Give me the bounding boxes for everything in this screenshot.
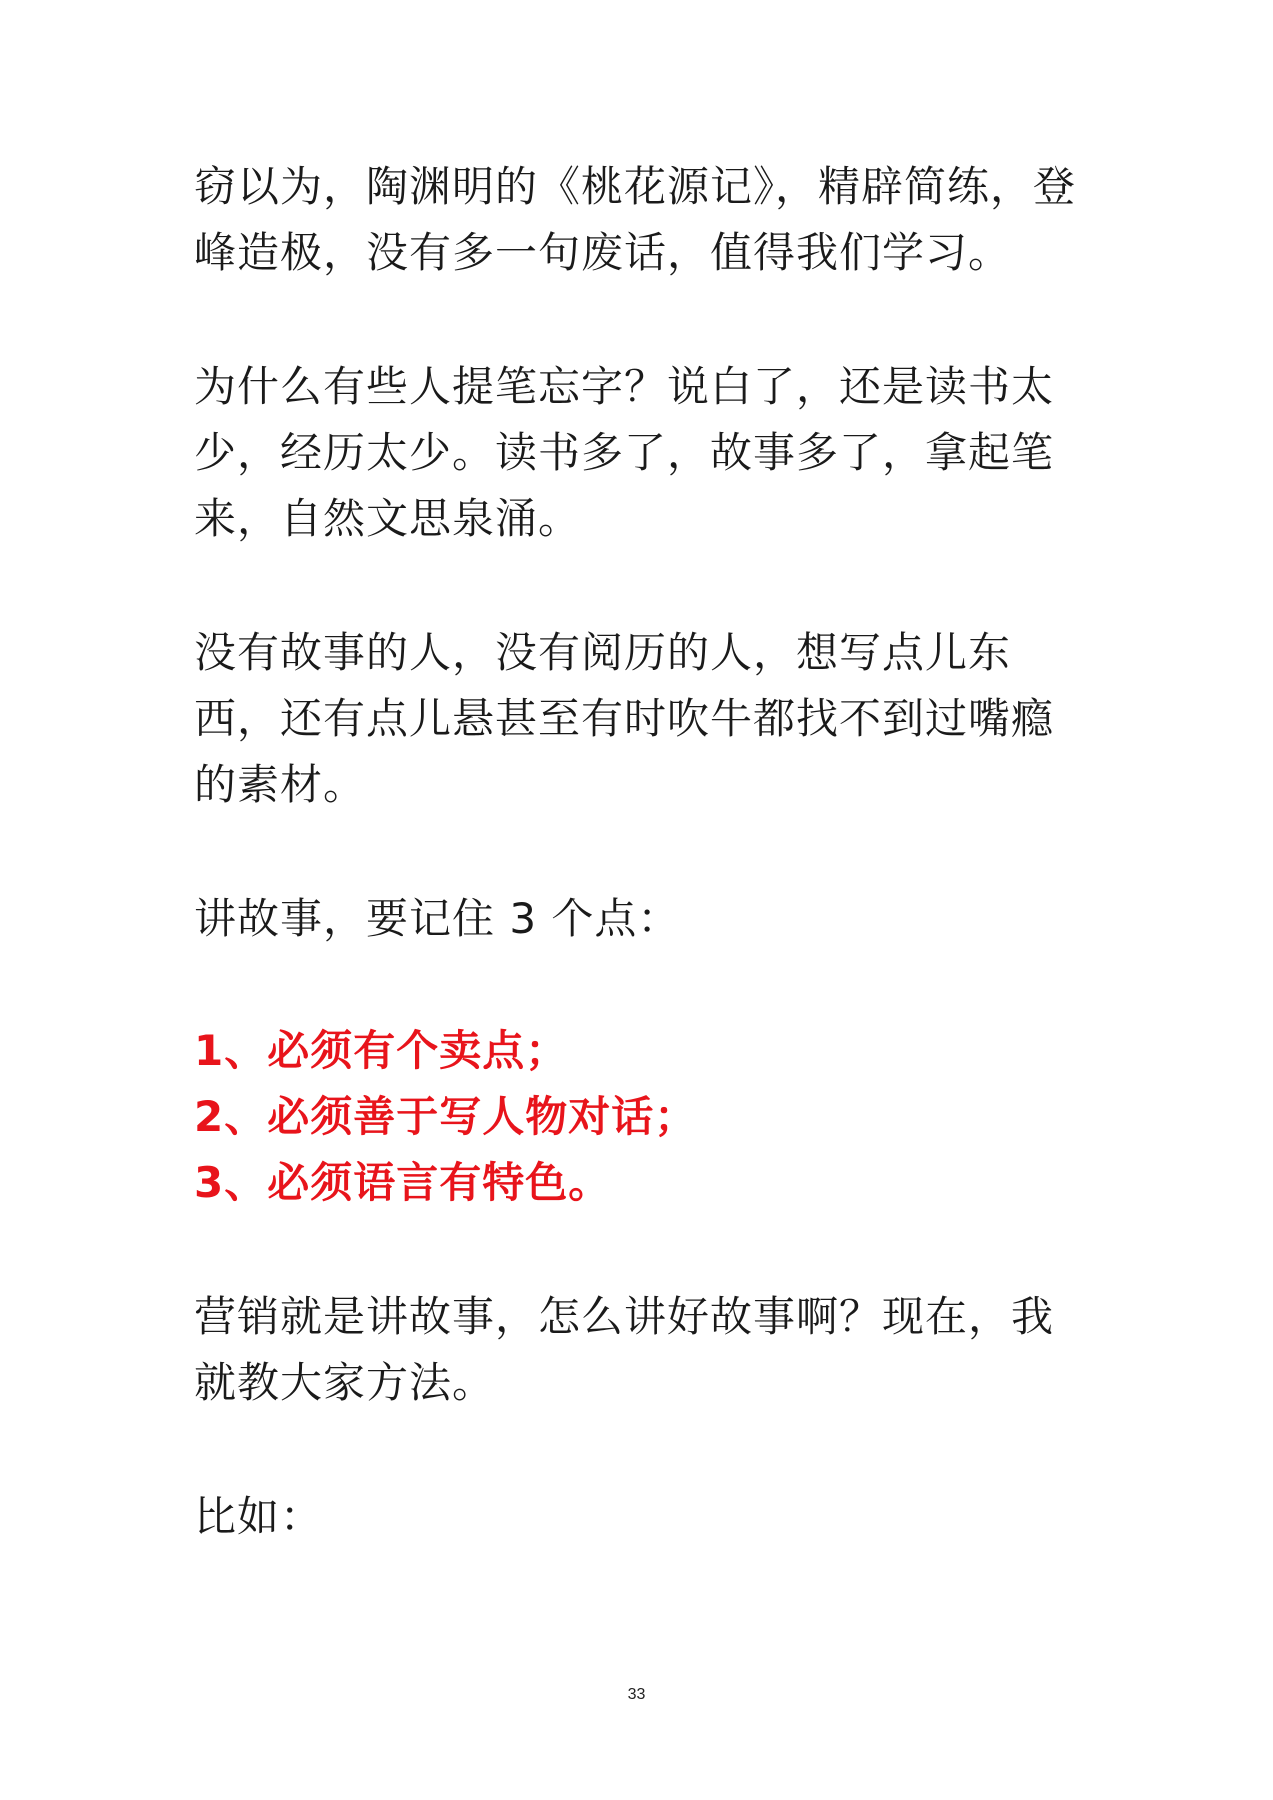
- page-number: 33: [627, 1686, 646, 1703]
- paragraph-1: 窃以为，陶渊明的《桃花源记》，精辟简练，登峰造极，没有多一句废话，值得我们学习。: [194, 162, 1077, 277]
- key-point-2: 2、必须善于写人物对话；: [194, 1092, 698, 1141]
- key-point-1: 1、必须有个卖点；: [194, 1026, 569, 1075]
- key-points-list: [194, 1018, 1094, 1216]
- paragraph-2: 为什么有些人提笔忘字？说白了，还是读书太少，经历太少。读书多了，故事多了，拿起笔来，自然文思泉涌。: [194, 362, 1055, 543]
- page-content: [194, 154, 1094, 1618]
- paragraph-3: 没有故事的人，没有阅历的人，想写点儿东西，还有点儿悬甚至有时吹牛都找不到过嘴瘾的素材。: [194, 628, 1055, 809]
- paragraph-4: 讲故事，要记住 3 个点：: [194, 894, 681, 943]
- paragraph-5: 营销就是讲故事，怎么讲好故事啊？现在，我就教大家方法。: [194, 1292, 1055, 1407]
- key-point-3: 3、必须语言有特色。: [194, 1158, 612, 1207]
- paragraph-6: 比如：: [194, 1492, 324, 1541]
